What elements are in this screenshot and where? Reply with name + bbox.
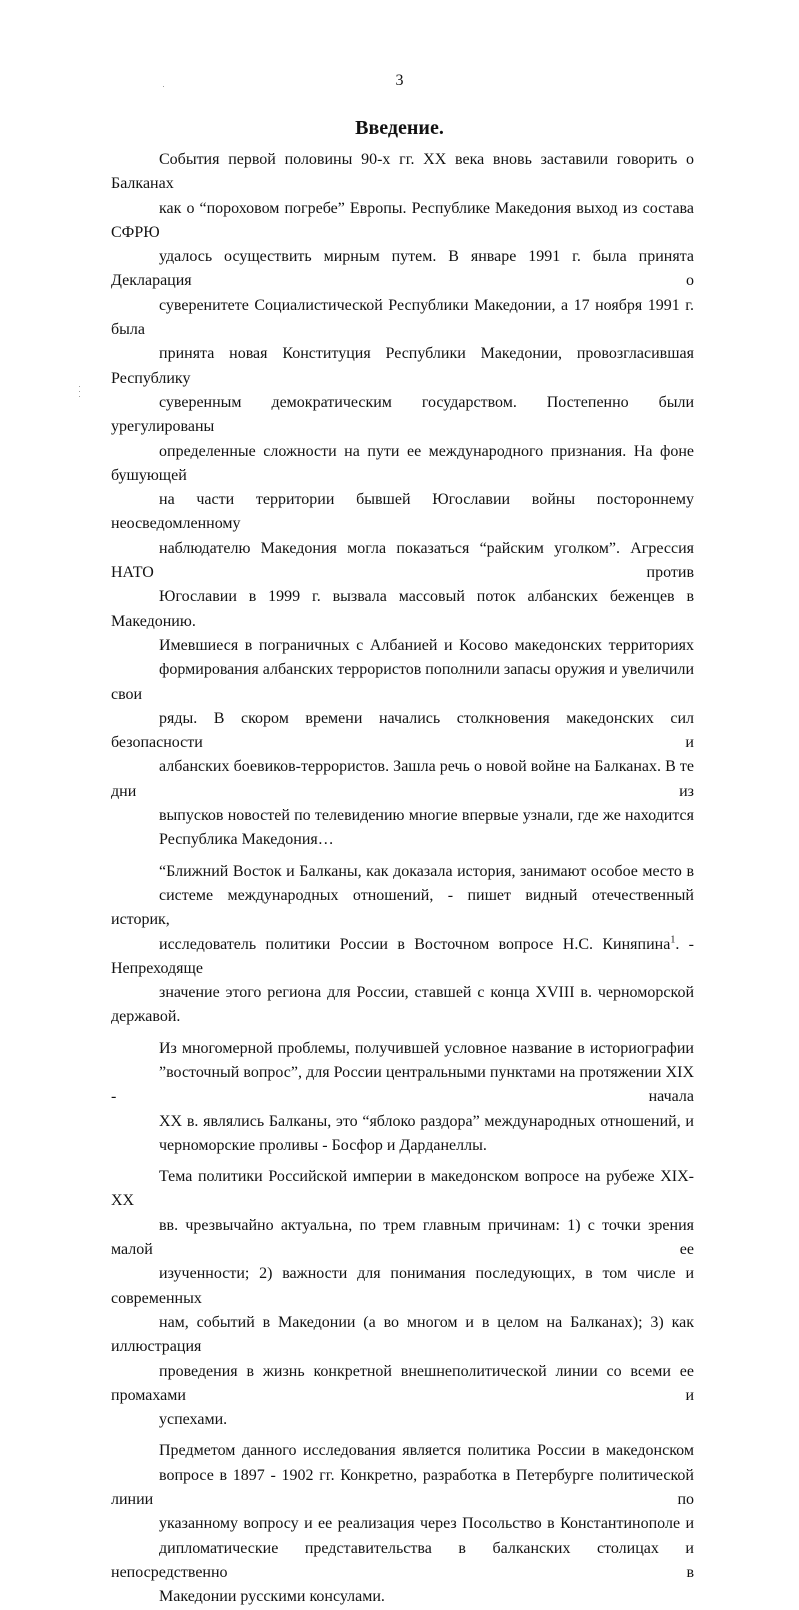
text-line: ряды. В скором времени начались столкновения македонских сил безопасности и <box>111 709 694 752</box>
text-line: албанских боевиков-террористов. Зашла речь о новой войне на Балканах. В те дни из <box>111 758 694 800</box>
scan-speck <box>79 386 80 387</box>
text-line: как о “пороховом погребе” Европы. Республике Македония выход из состава СФРЮ <box>111 199 694 241</box>
paragraph-topic-relevance <box>111 1165 694 1432</box>
text-line: нам, событий в Македонии (а во многом и в целом на Балканах); 3) как иллюстрация <box>111 1313 694 1356</box>
text-line: суверенитете Социалистической Республики Македонии, а 17 ноября 1991 г. была <box>111 296 694 339</box>
text-line: на части территории бывшей Югославии войны постороннему неосведомленному <box>111 491 694 533</box>
text-line: указанному вопросу и ее реализация через Посольство в Константинополе и <box>159 1515 694 1533</box>
text-line: Республика Македония… <box>159 831 334 849</box>
paragraph-intro <box>111 148 694 853</box>
text-line: Из многомерной проблемы, получившей условное название в историографии <box>159 1039 694 1057</box>
text-line: вв. чрезвычайно актуальна, по трем главным причинам: 1) с точки зрения малой ее <box>111 1216 694 1259</box>
text-line: ”восточный вопрос”, для России центральными пунктами на протяжении XIX - начала <box>111 1063 694 1106</box>
text-segment: исследователь политики России в Восточном вопросе Н.С. Киняпина <box>159 935 671 953</box>
text-line: вопросе в 1897 - 1902 гг. Конкретно, разработка в Петербурге политической линии по <box>111 1466 694 1509</box>
paragraph-subject <box>111 1439 694 1609</box>
text-line-with-footnote <box>111 933 694 982</box>
text-line: изученности; 2) важности для понимания последующих, в том числе и современных <box>111 1265 694 1307</box>
text-line: системе международных отношений, - пишет видный отечественный историк, <box>111 886 694 929</box>
text-line: выпусков новостей по телевидению многие впервые узнали, где же находится <box>159 807 694 825</box>
scan-speck <box>79 396 80 397</box>
text-line: Югославии в 1999 г. вызвала массовый поток албанских беженцев в Македонию. <box>111 588 694 630</box>
scan-speck <box>79 391 80 392</box>
body-text <box>111 148 694 1610</box>
page-number: 3 <box>395 72 404 89</box>
text-line: Имевшиеся в пограничных с Албанией и Косово македонских территориях <box>159 636 694 654</box>
text-line: Македонии русскими консулами. <box>159 1588 385 1606</box>
text-line: XX в. являлись Балканы, это “яблоко раздора” международных отношений, и <box>159 1112 694 1130</box>
text-line: События первой половины 90-х гг. XX века вновь заставили говорить о Балканах <box>111 151 694 193</box>
footnote-marker[interactable]: 1 <box>670 934 676 946</box>
text-line: определенные сложности на пути ее международного признания. На фоне бушующей <box>111 442 694 484</box>
scan-speck <box>163 86 164 87</box>
text-line: “Ближний Восток и Балканы, как доказала история, занимают особое место в <box>159 862 694 880</box>
text-line: принята новая Конституция Республики Македонии, провозгласившая Республику <box>111 345 694 387</box>
paragraph-quote <box>111 860 694 1030</box>
text-line: проведения в жизнь конкретной внешнеполитической линии со всеми ее промахами и <box>111 1362 694 1404</box>
text-line: успехами. <box>159 1411 228 1429</box>
page-title: Введение. <box>355 117 444 139</box>
text-line: дипломатические представительства в балканских столицах и непосредственно в <box>111 1539 694 1581</box>
text-line: Тема политики Российской империи в македонском вопросе на рубеже XIX-XX <box>111 1168 694 1210</box>
paragraph-eastern-question <box>111 1037 694 1158</box>
text-line: значение этого региона для России, ставшей с конца XVIII в. черноморской державой. <box>111 984 694 1026</box>
text-line: формирования албанских террористов пополнили запасы оружия и увеличили свои <box>111 661 694 703</box>
text-line: суверенным демократическим государством. Постепенно были урегулированы <box>111 393 694 436</box>
text-segment: . - Непреходяще <box>111 935 695 977</box>
text-line: черноморские проливы - Босфор и Дарданеллы. <box>159 1136 487 1154</box>
text-line: удалось осуществить мирным путем. В январе 1991 г. была принята Декларация о <box>111 248 694 290</box>
text-line: наблюдателю Македония могла показаться “райским уголком”. Агрессия НАТО против <box>111 539 694 582</box>
text-line: Предметом данного исследования является политика России в македонском <box>159 1442 694 1460</box>
